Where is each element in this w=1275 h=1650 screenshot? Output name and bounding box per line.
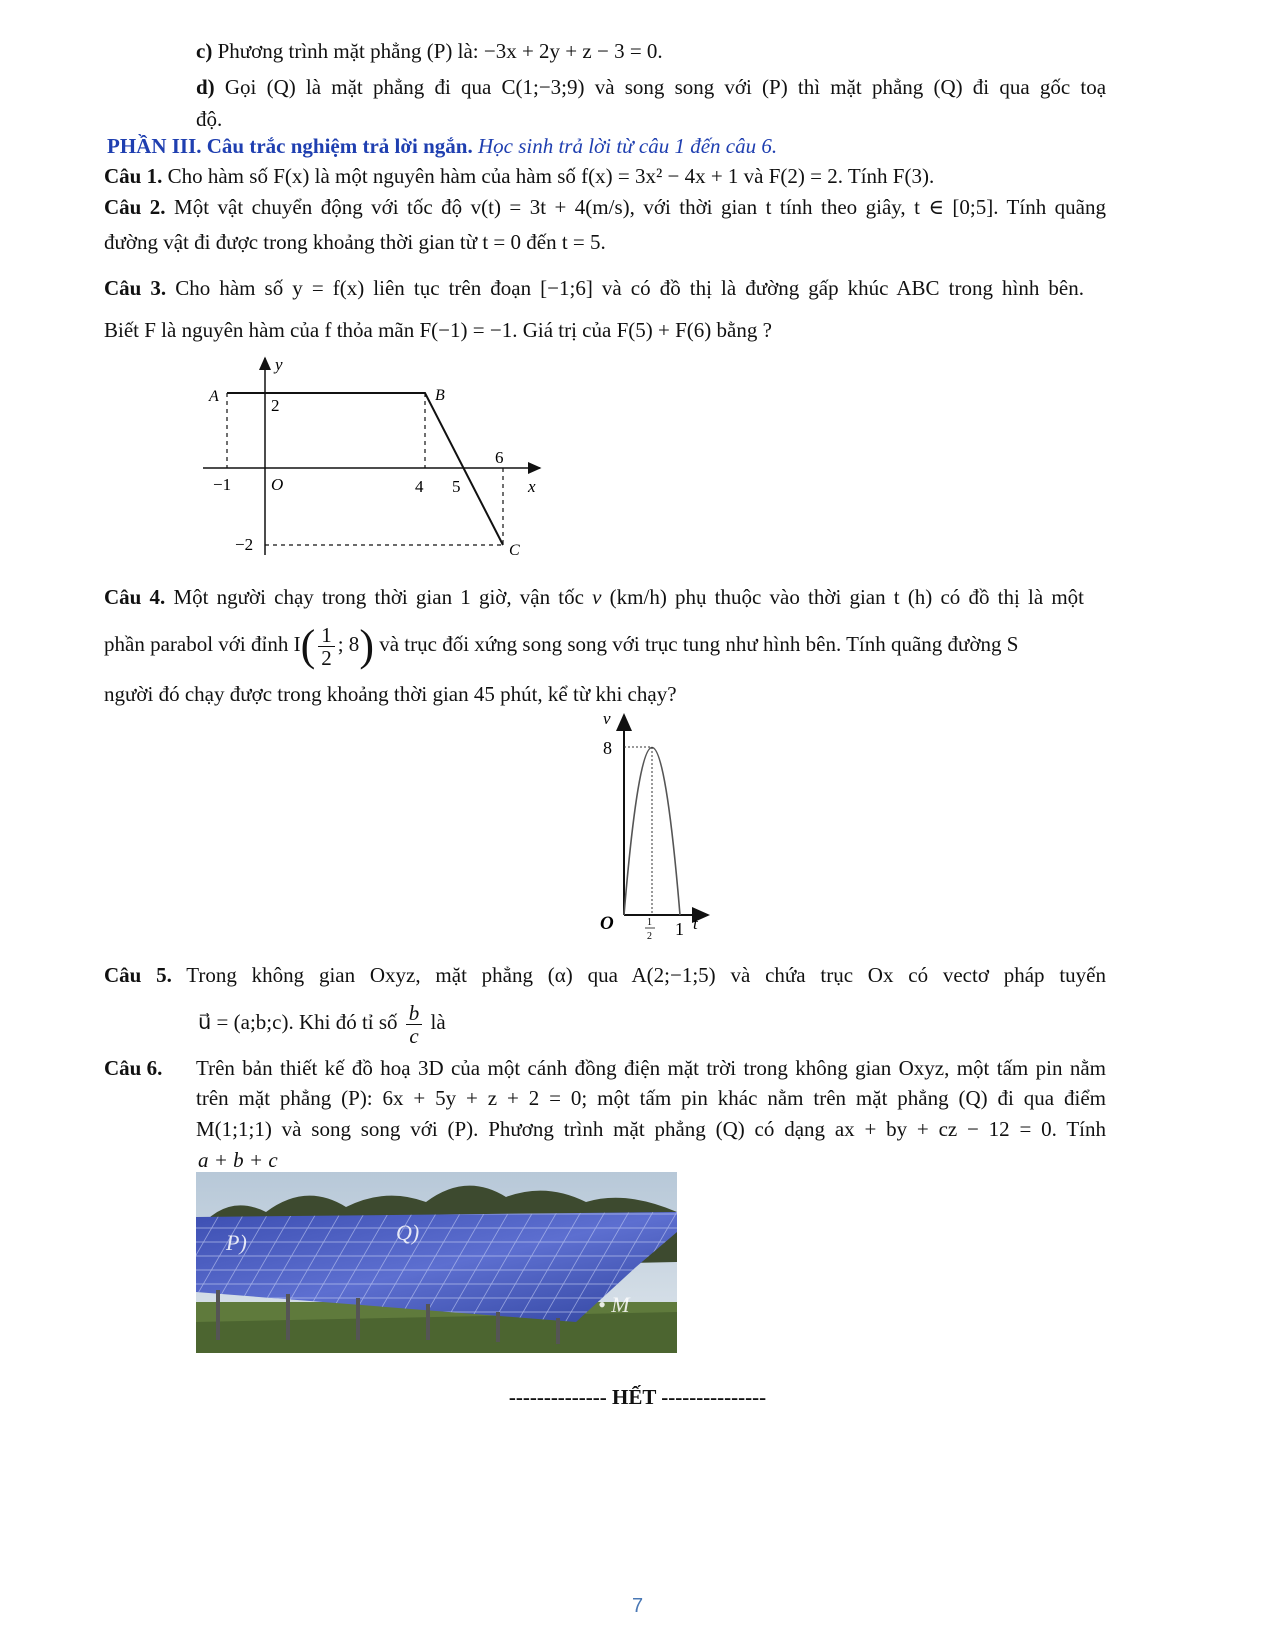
origin-label: O bbox=[600, 913, 614, 934]
question-4-line3: người đó chạy được trong khoảng thời gian 45 phút, kể từ khi chạy? bbox=[104, 682, 677, 706]
t-label: t bbox=[693, 914, 698, 933]
question-4: Câu 4. Một người chạy trong thời gian 1 giờ, vận tốc v (km/h) phụ thuộc vào thời gian t (h) có đồ thị là một bbox=[104, 585, 1085, 609]
origin-label: O bbox=[271, 475, 284, 494]
fraction-b-over-c: $\frac{b}{c}$ bbox=[406, 1002, 423, 1047]
page-number: 7 bbox=[631, 1595, 644, 1617]
tick-8: 8 bbox=[603, 738, 612, 758]
tick-5: 5 bbox=[452, 477, 461, 496]
question-5: Câu 5. Trong không gian Oxyz, mặt phẳng (α) qua A(2;−1;5) và chứa trục Ox có vectơ pháp tuyến bbox=[104, 963, 1106, 987]
question-6-line1: Trên bản thiết kế đồ hoạ 3D của một cánh đồng điện mặt trời trong không gian Oxyz, một tấm pin nằm bbox=[196, 1056, 1106, 1080]
question-1: Câu 1. Cho hàm số F(x) là một nguyên hàm của hàm số f(x) = 3x² − 4x + 1 và F(2) = 2. Tính F(3). bbox=[104, 164, 935, 188]
item-c: c) Phương trình mặt phẳng (P) là: −3x + 2y + z − 3 = 0. bbox=[196, 39, 663, 63]
question-3: Câu 3. Cho hàm số y = f(x) liên tục trên đoạn [−1;6] và có đồ thị là đường gấp khúc ABC trong hình bên. bbox=[104, 276, 1084, 300]
item-d-cont: độ. bbox=[196, 107, 223, 131]
question-6-line4: a + b + c bbox=[198, 1148, 278, 1172]
question-3-cont: Biết F là nguyên hàm của f thỏa mãn F(−1) = −1. Giá trị của F(5) + F(6) bằng ? bbox=[104, 318, 772, 342]
question-5-line2: u⃗ = (a;b;c). Khi đó tỉ số $\frac{b}{c}$ là bbox=[198, 1000, 446, 1048]
question-6-label: Câu 6. bbox=[104, 1056, 163, 1080]
point-a-label: A bbox=[209, 388, 219, 405]
point-c-label: C bbox=[509, 542, 520, 559]
question-6-line3: M(1;1;1) và song song với (P). Phương trình mặt phẳng (Q) có dạng ax + by + cz − 12 = 0. Tính bbox=[196, 1117, 1106, 1141]
question-2: Câu 2. Một vật chuyển động với tốc độ v(t) = 3t + 4(m/s), với thời gian t tính theo giây, t ∈ [0;5]. Tính quãng bbox=[104, 195, 1106, 219]
point-m-label: • M bbox=[598, 1292, 630, 1317]
graph-abc bbox=[195, 350, 565, 575]
y-label: y bbox=[275, 355, 283, 374]
fraction-half: $\frac{1}{2}$ bbox=[318, 624, 335, 669]
tick-minus-2: −2 bbox=[235, 535, 254, 554]
tick-half-den: 2 bbox=[647, 931, 652, 942]
tick-6: 6 bbox=[495, 448, 504, 467]
item-d: d) Gọi (Q) là mặt phẳng đi qua C(1;−3;9) và song song với (P) thì mặt phẳng (Q) đi qua gốc toạ bbox=[196, 75, 1107, 99]
plane-q-label: Q) bbox=[396, 1220, 420, 1245]
tick-2: 2 bbox=[271, 396, 280, 415]
point-b-label: B bbox=[435, 387, 445, 404]
part3-heading: PHẦN III. Câu trắc nghiệm trả lời ngắn. Học sinh trả lời từ câu 1 đến câu 6. bbox=[107, 134, 778, 158]
question-6-line2: trên mặt phẳng (P): 6x + 5y + z + 2 = 0; một tấm pin khác nằm trên mặt phẳng (Q) đi qua điểm bbox=[196, 1086, 1106, 1110]
v-label: v bbox=[603, 709, 611, 728]
solar-panel-photo bbox=[196, 1172, 677, 1353]
question-2-cont: đường vật đi được trong khoảng thời gian từ t = 0 đến t = 5. bbox=[104, 230, 606, 254]
graph-parabola bbox=[590, 705, 720, 950]
tick-half-num: 1 bbox=[647, 917, 652, 928]
plane-p-label: P) bbox=[226, 1230, 247, 1255]
tick-1: 1 bbox=[675, 919, 684, 939]
question-4-line2: phần parabol với đỉnh I( $\frac{1}{2}$ ; 8) và trục đối xứng song song với trục tung như hình bên. Tính quãng đường S bbox=[104, 621, 1019, 671]
tick-4: 4 bbox=[415, 477, 424, 496]
x-label: x bbox=[528, 477, 536, 496]
polyline-abc bbox=[227, 393, 503, 545]
tick-minus-1: −1 bbox=[213, 475, 232, 494]
end-text: -------------- HẾT --------------- bbox=[508, 1385, 767, 1409]
